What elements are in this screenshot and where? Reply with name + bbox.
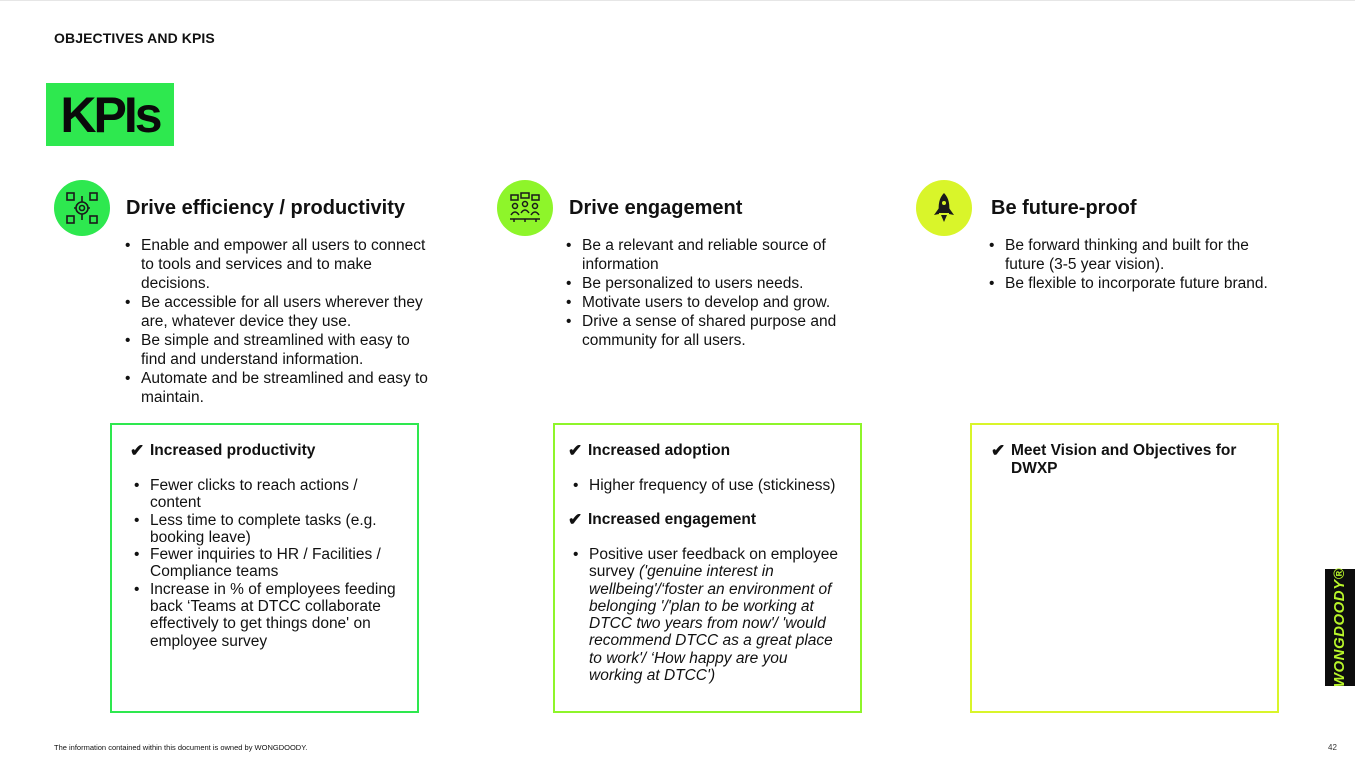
list-item: • Higher frequency of use (stickiness): [573, 477, 845, 494]
kpi-box-engagement: [553, 423, 862, 713]
kpi-box-future-proof: [970, 423, 1279, 713]
page-title: KPIs: [60, 86, 160, 143]
engagement-objectives-list: [566, 236, 856, 350]
column-engagement-header: [497, 180, 742, 236]
column-future-proof-header: [916, 180, 1137, 236]
target-process-icon: [54, 180, 110, 236]
list-item: • Automate and be streamlined and easy to maintain.: [125, 369, 435, 407]
list-item: • Be simple and streamlined with easy to find and understand information.: [125, 331, 435, 369]
rocket-icon: [916, 180, 972, 236]
list-item: • Be flexible to incorporate future brand.: [989, 274, 1289, 293]
list-item: • Enable and empower all users to connect to tools and services and to make decisions.: [125, 236, 435, 293]
page-number: 42: [1328, 743, 1337, 752]
list-item: • Be personalized to users needs.: [566, 274, 856, 293]
column-title: Be future-proof: [991, 196, 1137, 219]
column-efficiency-header: [54, 180, 405, 236]
survey-quotes: ('genuine interest in wellbeing'/‘foster an environment of belonging '/'plan to be working at DTCC two years from now'/ 'would recommend DTCC as a great place to work'/ ‘How happy are you working at DTCC'): [589, 563, 833, 685]
list-item: • Drive a sense of shared purpose and community for all users.: [566, 312, 856, 350]
kpi-heading: [568, 442, 838, 460]
kpi-heading-text: Increased productivity: [150, 442, 316, 459]
footer-note: The information contained within this document is owned by WONGDOODY.: [54, 743, 308, 752]
kpi-heading-text: Increased adoption: [588, 442, 731, 459]
page-title-box: [46, 83, 174, 146]
list-item: • Be a relevant and reliable source of information: [566, 236, 856, 274]
kpi-heading: [568, 511, 838, 529]
brand-logo-text: WONGDOODY®: [1331, 567, 1349, 688]
kpi-list: [573, 477, 845, 494]
kpi-list: [134, 477, 402, 650]
checkmark-icon: ✔: [991, 441, 1006, 460]
kpi-heading-text: Meet Vision and Objectives for DWXP: [1011, 442, 1237, 477]
checkmark-icon: ✔: [568, 510, 583, 529]
top-divider: [0, 0, 1355, 1]
kpi-heading-text: Increased engagement: [588, 511, 756, 528]
list-item: • Increase in % of employees feeding back ‘Teams at DTCC collaborate effectively to get things done' on employee survey: [134, 581, 402, 650]
column-title: Drive efficiency / productivity: [126, 196, 405, 219]
list-item: • Fewer clicks to reach actions / content: [134, 477, 402, 512]
checkmark-icon: ✔: [130, 441, 145, 460]
list-item: • Be forward thinking and built for the future (3-5 year vision).: [989, 236, 1289, 274]
brand-logo: [1325, 569, 1355, 686]
survey-text: Positive user feedback on employee survey: [589, 546, 839, 581]
kpi-heading: [991, 442, 1246, 478]
list-item: • Less time to complete tasks (e.g. booking leave): [134, 512, 402, 547]
kpi-heading: [130, 442, 400, 460]
checkmark-icon: ✔: [568, 441, 583, 460]
efficiency-objectives-list: [125, 236, 435, 407]
kpi-box-productivity: [110, 423, 419, 713]
kpi-list: [573, 546, 845, 684]
future-proof-objectives-list: [989, 236, 1289, 293]
section-label: OBJECTIVES AND KPIS: [54, 30, 215, 46]
list-item: • Fewer inquiries to HR / Facilities / Compliance teams: [134, 546, 402, 581]
list-item: • Be accessible for all users wherever they are, whatever device they use.: [125, 293, 435, 331]
list-item: • Motivate users to develop and grow.: [566, 293, 856, 312]
list-item: [573, 546, 845, 684]
people-network-icon: [497, 180, 553, 236]
column-title: Drive engagement: [569, 196, 743, 219]
